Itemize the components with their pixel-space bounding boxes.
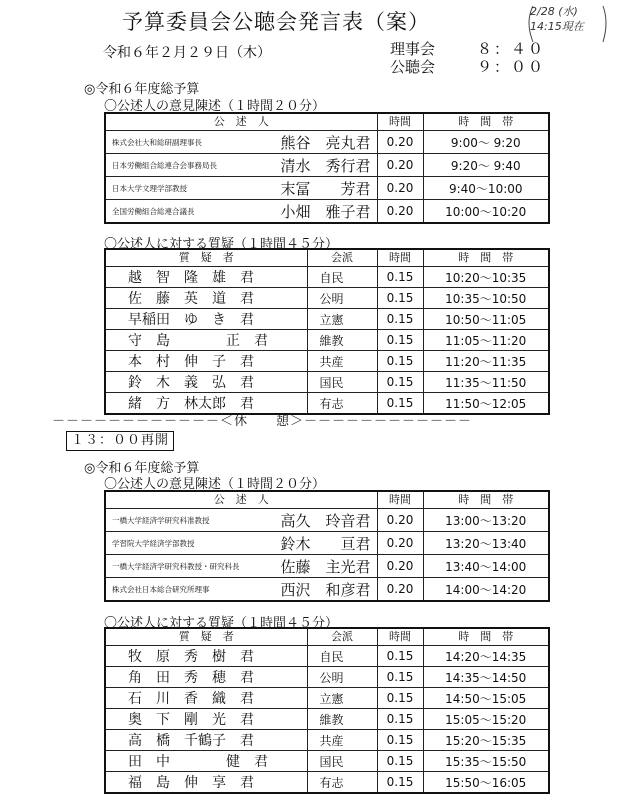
handwritten-note <box>530 4 610 42</box>
questioner-row <box>105 309 549 330</box>
afternoon-witness-table <box>104 490 550 602</box>
questioner-time-band: 10:20～10:35 <box>423 267 549 288</box>
time-column-header: 時間 <box>377 113 423 131</box>
band-column-header: 時 間 帯 <box>423 113 549 131</box>
questioner-party: 自民 <box>307 267 377 288</box>
questioner-row <box>105 267 549 288</box>
board-label: 理事会 <box>390 40 436 58</box>
questioner-duration: 0.15 <box>377 288 423 309</box>
questioner-name: 鈴 木 義 弘 君 <box>105 372 307 393</box>
witness-cell <box>105 509 377 532</box>
witness-affiliation: 一橋大学経済学研究科准教授 <box>112 515 210 525</box>
questioner-row <box>105 730 549 751</box>
questioner-party: 自民 <box>307 646 377 667</box>
witness-name: 末冨 芳君 <box>280 179 371 198</box>
questioner-party: 有志 <box>307 393 377 415</box>
witness-duration: 0.20 <box>377 200 423 224</box>
witness-affiliation: 日本大学文理学部教授 <box>112 183 187 193</box>
questioner-party: 維教 <box>307 330 377 351</box>
witness-row <box>105 200 549 224</box>
questioner-duration: 0.15 <box>377 751 423 772</box>
questioner-time-band: 14:20～14:35 <box>423 646 549 667</box>
questioner-name: 早稲田 ゆ き 君 <box>105 309 307 330</box>
witness-cell <box>105 578 377 602</box>
witness-name: 高久 玲音君 <box>280 511 371 530</box>
questioner-name: 佐 藤 英 道 君 <box>105 288 307 309</box>
questioner-party: 公明 <box>307 288 377 309</box>
witness-duration: 0.20 <box>377 131 423 154</box>
witness-cell <box>105 532 377 555</box>
questioner-row <box>105 751 549 772</box>
afternoon-questioner-table <box>104 627 550 794</box>
hearing-row <box>390 58 545 76</box>
witness-time-band: 13:40～14:00 <box>423 555 549 578</box>
witness-affiliation: 一橋大学経済学研究科教授・研究科長 <box>112 561 240 571</box>
witness-time-band: 10:00～10:20 <box>423 200 549 224</box>
questioner-name: 守 島 正 君 <box>105 330 307 351</box>
questioner-duration: 0.15 <box>377 267 423 288</box>
witness-row <box>105 177 549 200</box>
questioner-row <box>105 772 549 794</box>
morning-witness-table <box>104 112 550 224</box>
witness-time-band: 14:00～14:20 <box>423 578 549 602</box>
witness-time-band: 9:40～10:00 <box>423 177 549 200</box>
witness-cell <box>105 154 377 177</box>
questioner-duration: 0.15 <box>377 330 423 351</box>
questioner-duration: 0.15 <box>377 646 423 667</box>
questioner-time-band: 11:35～11:50 <box>423 372 549 393</box>
questioner-time-band: 11:50～12:05 <box>423 393 549 415</box>
witness-affiliation: 全国労働組合総連合議長 <box>112 206 195 216</box>
questioner-duration: 0.15 <box>377 772 423 794</box>
witness-name: 熊谷 亮丸君 <box>280 133 371 152</box>
witness-affiliation: 日本労働組合総連合会事務局長 <box>112 160 217 170</box>
questioner-row <box>105 709 549 730</box>
questioner-duration: 0.15 <box>377 351 423 372</box>
table-header-row <box>105 113 549 131</box>
morning-budget-heading: ◎令和６年度総予算 <box>84 82 200 97</box>
questioner-duration: 0.15 <box>377 688 423 709</box>
questioner-duration: 0.15 <box>377 393 423 415</box>
questioner-duration: 0.15 <box>377 372 423 393</box>
witness-row <box>105 532 549 555</box>
witness-time-band: 9:20～ 9:40 <box>423 154 549 177</box>
party-column-header: 会派 <box>307 249 377 267</box>
witness-row <box>105 578 549 602</box>
table-header-row <box>105 628 549 646</box>
morning-opinion-heading: 〇公述人の意見陳述（１時間２０分） <box>104 99 326 114</box>
questioner-name: 本 村 伸 子 君 <box>105 351 307 372</box>
questioner-time-band: 14:50～15:05 <box>423 688 549 709</box>
note-date: 2/28 (水) <box>530 5 578 18</box>
band-column-header: 時 間 帯 <box>423 628 549 646</box>
page-title: 予算委員会公聴会発言表（案） <box>122 10 430 34</box>
questioner-name: 高 橋 千鶴子 君 <box>105 730 307 751</box>
witness-row <box>105 154 549 177</box>
time-column-header: 時間 <box>377 628 423 646</box>
questioner-row <box>105 288 549 309</box>
time-column-header: 時間 <box>377 249 423 267</box>
witness-row <box>105 131 549 154</box>
afternoon-opinion-heading: 〇公述人の意見陳述（１時間２０分） <box>104 477 326 492</box>
questioner-row <box>105 351 549 372</box>
table-header-row <box>105 491 549 509</box>
questioner-row <box>105 667 549 688</box>
questioner-duration: 0.15 <box>377 730 423 751</box>
questioner-time-band: 15:05～15:20 <box>423 709 549 730</box>
hearing-label: 公聴会 <box>390 58 436 76</box>
party-column-header: 会派 <box>307 628 377 646</box>
questioner-time-band: 10:35～10:50 <box>423 288 549 309</box>
questioner-name: 牧 原 秀 樹 君 <box>105 646 307 667</box>
witness-name: 佐藤 主光君 <box>280 557 371 576</box>
questioner-time-band: 10:50～11:05 <box>423 309 549 330</box>
questioner-duration: 0.15 <box>377 709 423 730</box>
questioner-name: 角 田 秀 穂 君 <box>105 667 307 688</box>
questioner-time-band: 15:50～16:05 <box>423 772 549 794</box>
afternoon-budget-heading: ◎令和６年度総予算 <box>84 461 200 476</box>
witness-cell <box>105 200 377 224</box>
questioner-name: 緒 方 林太郎 君 <box>105 393 307 415</box>
note-time: 14:15現在 <box>530 20 584 33</box>
witness-name: 小畑 雅子君 <box>280 202 371 221</box>
questioner-party: 国民 <box>307 372 377 393</box>
witness-duration: 0.20 <box>377 578 423 602</box>
questioner-row <box>105 330 549 351</box>
witness-name: 鈴木 亘君 <box>280 534 371 553</box>
questioner-party: 立憲 <box>307 309 377 330</box>
questioner-row <box>105 372 549 393</box>
morning-questioner-table <box>104 248 550 415</box>
questioner-party: 有志 <box>307 772 377 794</box>
questioner-column-header: 質 疑 者 <box>105 249 307 267</box>
time-column-header: 時間 <box>377 491 423 509</box>
witness-duration: 0.20 <box>377 154 423 177</box>
morning-questions-heading: 〇公述人に対する質疑（１時間４５分） <box>104 237 339 252</box>
witness-affiliation: 株式会社大和総研副理事長 <box>112 137 202 147</box>
questioner-time-band: 11:20～11:35 <box>423 351 549 372</box>
questioner-time-band: 15:20～15:35 <box>423 730 549 751</box>
hearing-time: ９：００ <box>477 58 546 76</box>
questioner-party: 共産 <box>307 351 377 372</box>
witness-cell <box>105 131 377 154</box>
witness-duration: 0.20 <box>377 555 423 578</box>
witness-duration: 0.20 <box>377 177 423 200</box>
witness-affiliation: 株式会社日本総合研究所理事 <box>112 584 210 594</box>
questioner-time-band: 14:35～14:50 <box>423 667 549 688</box>
witness-affiliation: 学習院大学経済学部教授 <box>112 538 195 548</box>
questioner-name: 奥 下 剛 光 君 <box>105 709 307 730</box>
recess-divider: －－－－－－－－－－－－＜休 憩＞－－－－－－－－－－－－ <box>52 414 473 429</box>
afternoon-questions-heading: 〇公述人に対する質疑（１時間４５分） <box>104 616 339 631</box>
table-header-row <box>105 249 549 267</box>
witness-duration: 0.20 <box>377 532 423 555</box>
questioner-duration: 0.15 <box>377 667 423 688</box>
witness-cell <box>105 177 377 200</box>
questioner-name: 越 智 隆 雄 君 <box>105 267 307 288</box>
witness-time-band: 13:20～13:40 <box>423 532 549 555</box>
band-column-header: 時 間 帯 <box>423 249 549 267</box>
questioner-row <box>105 646 549 667</box>
witness-cell <box>105 555 377 578</box>
witness-name: 清水 秀行君 <box>280 156 371 175</box>
questioner-name: 福 島 伸 享 君 <box>105 772 307 794</box>
questioner-party: 立憲 <box>307 688 377 709</box>
witness-column-header: 公 述 人 <box>105 113 377 131</box>
witness-name: 西沢 和彦君 <box>280 580 371 599</box>
questioner-column-header: 質 疑 者 <box>105 628 307 646</box>
questioner-party: 共産 <box>307 730 377 751</box>
questioner-row <box>105 688 549 709</box>
band-column-header: 時 間 帯 <box>423 491 549 509</box>
witness-column-header: 公 述 人 <box>105 491 377 509</box>
resume-time-box: １３：００再開 <box>66 431 174 451</box>
witness-row <box>105 509 549 532</box>
questioner-name: 田 中 健 君 <box>105 751 307 772</box>
board-meeting-row <box>390 40 545 58</box>
schedule-times <box>390 40 545 76</box>
questioner-duration: 0.15 <box>377 309 423 330</box>
questioner-time-band: 15:35～15:50 <box>423 751 549 772</box>
witness-time-band: 9:00～ 9:20 <box>423 131 549 154</box>
questioner-time-band: 11:05～11:20 <box>423 330 549 351</box>
meeting-date: 令和６年２月２９日（木） <box>103 45 271 61</box>
witness-duration: 0.20 <box>377 509 423 532</box>
questioner-party: 公明 <box>307 667 377 688</box>
questioner-party: 国民 <box>307 751 377 772</box>
witness-time-band: 13:00～13:20 <box>423 509 549 532</box>
board-time: ８：４０ <box>477 40 546 58</box>
questioner-party: 維教 <box>307 709 377 730</box>
questioner-name: 石 川 香 織 君 <box>105 688 307 709</box>
witness-row <box>105 555 549 578</box>
